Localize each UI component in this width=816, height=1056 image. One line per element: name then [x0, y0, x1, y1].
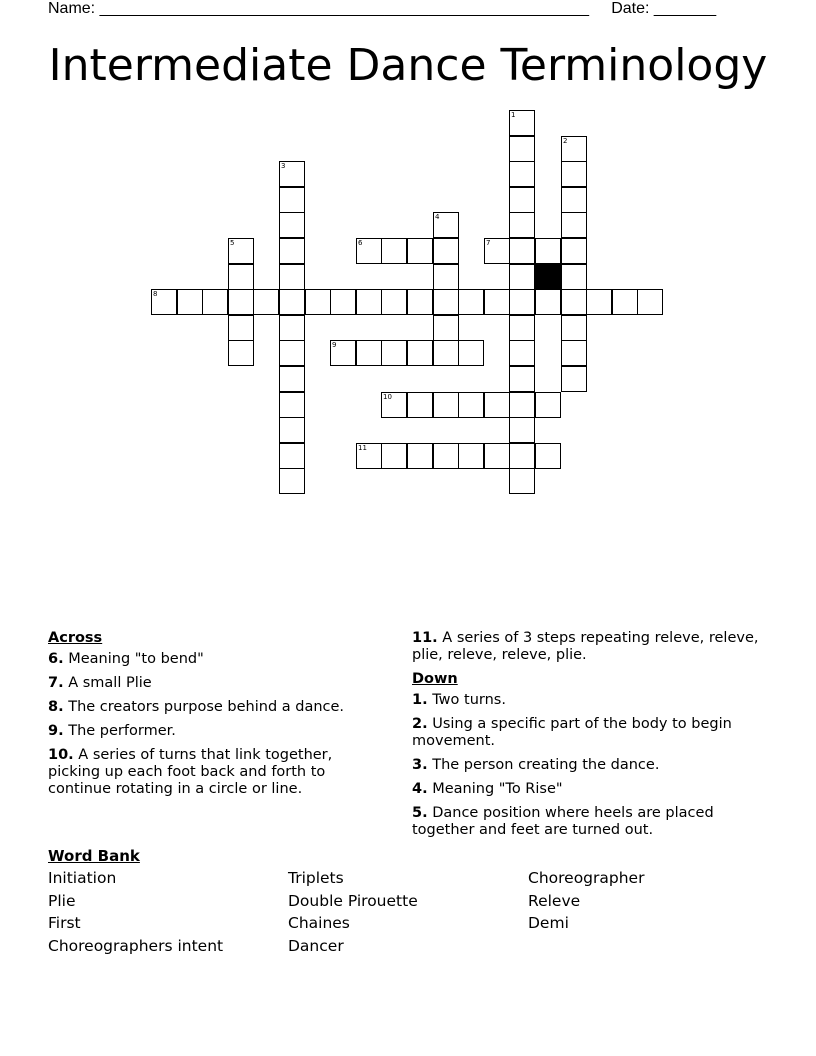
grid-cell[interactable]: [433, 289, 459, 315]
grid-cell[interactable]: [561, 366, 587, 392]
grid-cell[interactable]: [535, 289, 561, 315]
down-clue-5: 5. Dance position where heels are placed together and feet are turned out.: [412, 805, 714, 838]
across-clue-7: 7. A small Plie: [48, 675, 152, 691]
grid-cell[interactable]: [535, 392, 561, 418]
clue-number-label: 8: [153, 290, 158, 298]
grid-cell[interactable]: [228, 264, 254, 290]
grid-cell[interactable]: [381, 238, 407, 264]
grid-cell[interactable]: [509, 468, 535, 494]
grid-cell[interactable]: [509, 392, 535, 418]
grid-cell[interactable]: [356, 340, 382, 366]
grid-cell[interactable]: [561, 187, 587, 213]
grid-cell[interactable]: [253, 289, 279, 315]
across-clue-9: 9. The performer.: [48, 723, 176, 739]
grid-cell[interactable]: [305, 289, 331, 315]
word-bank-item: Plie: [48, 892, 76, 910]
grid-cell[interactable]: [458, 340, 484, 366]
grid-cell[interactable]: [228, 238, 254, 264]
grid-cell[interactable]: [433, 443, 459, 469]
grid-cell[interactable]: [561, 264, 587, 290]
grid-cell[interactable]: [433, 264, 459, 290]
grid-cell[interactable]: [561, 340, 587, 366]
word-bank-item: Dancer: [288, 937, 344, 955]
word-bank-item: Chaines: [288, 914, 350, 932]
grid-cell[interactable]: [561, 315, 587, 341]
word-bank-heading: Word Bank: [48, 847, 140, 865]
grid-cell[interactable]: [509, 417, 535, 443]
crossword-grid: [0, 0, 816, 520]
grid-cell[interactable]: [458, 289, 484, 315]
clue-number-label: 9: [332, 341, 337, 349]
grid-cell[interactable]: [458, 443, 484, 469]
across-clue-11: 11. A series of 3 steps repeating releve, releve, plie, releve, releve, plie.: [412, 630, 759, 663]
grid-cell[interactable]: [433, 212, 459, 238]
grid-cell[interactable]: [279, 212, 305, 238]
grid-cell[interactable]: [279, 315, 305, 341]
grid-cell[interactable]: [484, 443, 510, 469]
grid-cell[interactable]: [279, 238, 305, 264]
grid-cell[interactable]: [279, 187, 305, 213]
down-heading: Down: [412, 671, 458, 687]
clues-column-left: [48, 630, 368, 805]
word-bank-item: Triplets: [288, 869, 344, 887]
grid-cell[interactable]: [279, 392, 305, 418]
grid-cell[interactable]: [509, 315, 535, 341]
grid-cell[interactable]: [279, 161, 305, 187]
grid-cell[interactable]: [509, 264, 535, 290]
across-heading: Across: [48, 630, 103, 646]
page-title: Intermediate Dance Terminology: [48, 40, 768, 91]
grid-cell[interactable]: [279, 366, 305, 392]
grid-cell[interactable]: [279, 289, 305, 315]
grid-cell[interactable]: [509, 110, 535, 136]
clue-number-label: 11: [358, 444, 367, 452]
grid-cell[interactable]: [561, 212, 587, 238]
across-clue-6: 6. Meaning "to bend": [48, 651, 204, 667]
grid-cell[interactable]: [612, 289, 638, 315]
grid-cell[interactable]: [381, 289, 407, 315]
grid-cell[interactable]: [407, 340, 433, 366]
down-clue-3: 3. The person creating the dance.: [412, 757, 660, 773]
word-bank-item: Choreographer: [528, 869, 645, 887]
grid-cell[interactable]: [433, 392, 459, 418]
grid-cell[interactable]: [484, 238, 510, 264]
grid-cell[interactable]: [509, 212, 535, 238]
grid-cell[interactable]: [561, 289, 587, 315]
down-clue-2: 2. Using a specific part of the body to begin movement.: [412, 716, 732, 749]
word-bank-item: Choreographers intent: [48, 937, 224, 955]
grid-cell[interactable]: [509, 340, 535, 366]
grid-cell[interactable]: [407, 443, 433, 469]
grid-cell[interactable]: [509, 161, 535, 187]
grid-cell[interactable]: [279, 468, 305, 494]
word-bank-item: First: [48, 914, 81, 932]
grid-cell[interactable]: [381, 443, 407, 469]
grid-cell[interactable]: [151, 289, 177, 315]
clue-number-label: 5: [230, 239, 235, 247]
grid-cell[interactable]: [586, 289, 612, 315]
name-date-line: Name: _______________________________________________________ Date: _______: [48, 0, 717, 17]
grid-cell[interactable]: [356, 443, 382, 469]
word-bank-item: Releve: [528, 892, 581, 910]
grid-cell[interactable]: [433, 315, 459, 341]
grid-cell[interactable]: [356, 238, 382, 264]
down-clue-4: 4. Meaning "To Rise": [412, 781, 563, 797]
grid-cell[interactable]: [509, 136, 535, 162]
grid-cell[interactable]: [509, 238, 535, 264]
grid-cell[interactable]: [535, 238, 561, 264]
grid-cell[interactable]: [535, 443, 561, 469]
grid-cell[interactable]: [330, 340, 356, 366]
grid-cell[interactable]: [228, 289, 254, 315]
grid-cell[interactable]: [407, 238, 433, 264]
grid-black-cell: [535, 264, 561, 290]
across-clue-8: 8. The creators purpose behind a dance.: [48, 699, 345, 715]
grid-cell[interactable]: [381, 340, 407, 366]
grid-cell[interactable]: [509, 289, 535, 315]
grid-cell[interactable]: [228, 340, 254, 366]
grid-cell[interactable]: [279, 340, 305, 366]
grid-cell[interactable]: [561, 161, 587, 187]
across-clue-10: 10. A series of turns that link together, picking up each foot back and forth to continue rotating in a circle or line.: [48, 747, 333, 797]
clue-number-label: 7: [486, 239, 491, 247]
grid-cell[interactable]: [228, 315, 254, 341]
grid-cell[interactable]: [177, 289, 203, 315]
word-bank-item: Demi: [528, 914, 569, 932]
grid-cell[interactable]: [484, 289, 510, 315]
word-bank-item: Double Pirouette: [288, 892, 418, 910]
clues-column-right: [412, 630, 762, 846]
grid-cell[interactable]: [356, 289, 382, 315]
grid-cell[interactable]: [202, 289, 228, 315]
grid-cell[interactable]: [407, 392, 433, 418]
grid-cell[interactable]: [407, 289, 433, 315]
grid-cell[interactable]: [458, 392, 484, 418]
grid-cell[interactable]: [279, 264, 305, 290]
grid-cell[interactable]: [509, 366, 535, 392]
clue-number-label: 10: [383, 393, 392, 401]
grid-cell[interactable]: [637, 289, 663, 315]
grid-cell[interactable]: [279, 443, 305, 469]
grid-cell[interactable]: [509, 443, 535, 469]
grid-cell[interactable]: [330, 289, 356, 315]
grid-cell[interactable]: [561, 238, 587, 264]
grid-cell[interactable]: [433, 340, 459, 366]
grid-cell[interactable]: [433, 238, 459, 264]
clue-number-label: 6: [358, 239, 363, 247]
down-clue-1: 1. Two turns.: [412, 692, 506, 708]
grid-cell[interactable]: [279, 417, 305, 443]
grid-cell[interactable]: [484, 392, 510, 418]
clue-number-label: 1: [511, 111, 516, 119]
clue-number-label: 4: [435, 213, 440, 221]
clue-number-label: 3: [281, 162, 286, 170]
grid-cell[interactable]: [561, 136, 587, 162]
clue-number-label: 2: [563, 137, 568, 145]
word-bank-item: Initiation: [48, 869, 117, 887]
grid-cell[interactable]: [509, 187, 535, 213]
grid-cell[interactable]: [381, 392, 407, 418]
